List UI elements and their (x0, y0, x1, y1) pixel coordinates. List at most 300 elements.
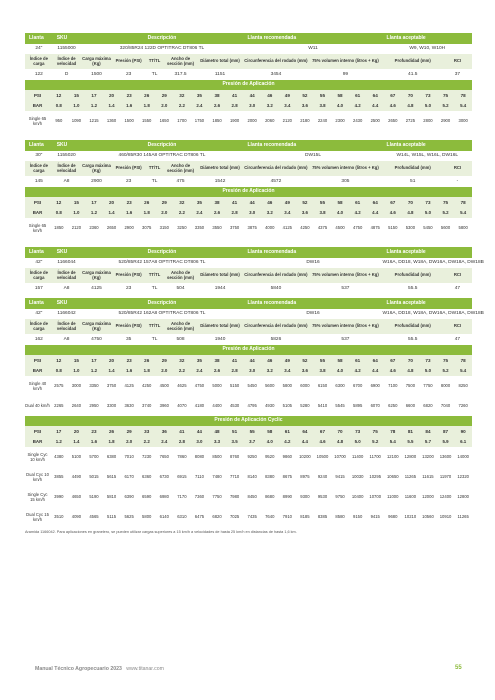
psi-value: 46 (261, 355, 279, 366)
column-header-interno: 75% volumen interno (litros + Kg) (308, 319, 382, 334)
psi-value: 61 (349, 197, 367, 208)
value-rci: 47 (443, 334, 472, 345)
psi-value: 32 (173, 355, 191, 366)
column-header-interno: 75% volumen interno (litros + Kg) (308, 268, 382, 283)
bar-value: 2.2 (173, 208, 191, 218)
bar-value: 2.8 (173, 437, 191, 447)
column-header-ancho: Ancho de sección (mm) (164, 268, 196, 283)
sku-value: 1166044 (53, 258, 81, 268)
load-value: 3550 (208, 218, 226, 238)
pressure-title-row (25, 187, 472, 197)
bar-value: 3.8 (314, 208, 332, 218)
load-value: 1650 (156, 111, 174, 131)
load-value: 12000 (419, 487, 437, 507)
load-value: 2900 (437, 111, 455, 131)
load-value: 4250 (296, 218, 314, 238)
load-value: 1700 (173, 111, 191, 131)
psi-row (25, 355, 472, 366)
psi-value: 55 (243, 426, 261, 437)
value-carga_max: 4125 (80, 283, 112, 294)
load-value: 3250 (173, 218, 191, 238)
load-value: 4500 (331, 218, 349, 238)
bar-value: 4.4 (296, 437, 314, 447)
load-value: 5810 (103, 487, 121, 507)
load-value: 3350 (191, 218, 209, 238)
bar-value: 3.8 (314, 101, 332, 111)
bar-value: 0.8 (50, 366, 68, 376)
load-value: 6820 (419, 396, 437, 416)
load-value: 6360 (138, 467, 156, 487)
column-header-tt: TT/TL (145, 54, 165, 69)
load-value: 5300 (402, 218, 420, 238)
value-presion: 23 (113, 176, 145, 187)
page-number: 55 (455, 665, 462, 671)
column-header-diametro: Diámetro total (mm) (197, 268, 244, 283)
bar-value: 2.8 (226, 101, 244, 111)
recommended-rim: DW16 (244, 258, 383, 268)
psi-value: 29 (156, 197, 174, 208)
value-carga: 122 (25, 69, 53, 80)
bar-value: 2.0 (156, 366, 174, 376)
header-recomendada: Llanta recomendada (244, 33, 383, 44)
psi-value: 52 (296, 355, 314, 366)
load-value: 6700 (349, 376, 367, 396)
load-value: 11265 (454, 507, 472, 527)
description-value: 460/85R30 145A8 OPTITRAC DT806 TL (80, 151, 243, 161)
psi-value: 36 (156, 426, 174, 437)
bar-value: 3.3 (208, 437, 226, 447)
rim-size: 24" (25, 44, 53, 54)
column-header-diametro: Diámetro total (mm) (197, 161, 244, 176)
load-row-label: Dual 40 km/h (25, 396, 50, 416)
load-value: 5600 (437, 218, 455, 238)
bar-value: 4.2 (349, 208, 367, 218)
bar-value: 4.2 (279, 437, 297, 447)
value-diametro: 1944 (197, 283, 244, 294)
bar-value: 3.6 (296, 208, 314, 218)
psi-value: 61 (279, 426, 297, 437)
bar-value: 1.6 (85, 437, 103, 447)
value-carga: 145 (25, 176, 53, 187)
load-value: 2120 (279, 111, 297, 131)
column-header-row (25, 161, 472, 176)
psi-value: 35 (191, 197, 209, 208)
load-row-label: Single 40 km/h (25, 376, 50, 396)
psi-value: 12 (50, 90, 68, 101)
load-value: 6900 (366, 376, 384, 396)
bar-value: 1.0 (68, 101, 86, 111)
value-circ: 3454 (244, 69, 309, 80)
load-value: 10560 (419, 507, 437, 527)
load-value: 1850 (50, 218, 68, 238)
column-header-interno: 75% volumen interno (litros + Kg) (308, 161, 382, 176)
load-value: 9750 (331, 487, 349, 507)
bar-value: 4.8 (331, 437, 349, 447)
psi-value: 20 (68, 426, 86, 437)
value-tt: TL (145, 283, 165, 294)
bar-value: 4.0 (331, 208, 349, 218)
psi-row (25, 197, 472, 208)
spec-value-row (25, 151, 472, 161)
load-value: 9530 (314, 487, 332, 507)
psi-value: 70 (402, 355, 420, 366)
load-value: 4400 (208, 396, 226, 416)
header-sku: SKU (53, 247, 81, 258)
load-value: 8680 (261, 487, 279, 507)
pressure-title: Presión de Aplicación (25, 187, 472, 197)
value-ancho: 504 (164, 283, 196, 294)
column-header-carga: Índice de carga (25, 54, 53, 69)
bar-label: BAR (25, 437, 50, 447)
load-row (25, 111, 472, 131)
psi-value: 20 (103, 197, 121, 208)
psi-value: 26 (138, 355, 156, 366)
bar-value: 4.6 (384, 208, 402, 218)
load-row (25, 376, 472, 396)
psi-value: 49 (279, 90, 297, 101)
psi-value: 20 (103, 355, 121, 366)
value-circ: 4572 (244, 176, 309, 187)
bar-value: 2.2 (138, 437, 156, 447)
load-value: 6390 (120, 487, 138, 507)
psi-value: 23 (120, 355, 138, 366)
load-value: 9150 (349, 507, 367, 527)
load-value: 4125 (120, 376, 138, 396)
psi-label: PSI (25, 355, 50, 366)
header-descripcion: Descripción (80, 140, 243, 151)
column-header-velocidad: Índice de velocidad (53, 319, 81, 334)
load-value: 7750 (208, 487, 226, 507)
load-value: 4180 (191, 396, 209, 416)
psi-value: 70 (331, 426, 349, 437)
column-header-tt: TT/TL (145, 319, 165, 334)
column-header-prof: Profundidad (mm) (383, 319, 443, 334)
value-prof: 41.5 (383, 69, 443, 80)
bar-value: 4.4 (366, 208, 384, 218)
psi-value: 12 (50, 197, 68, 208)
load-value: 5450 (419, 218, 437, 238)
psi-value: 15 (68, 197, 86, 208)
column-header-prof: Profundidad (mm) (383, 161, 443, 176)
footnote: Aramida 1166042. Para aplicaciones en granelero, se pueden utilizar cargas superiores a 15 km/h a velocidades de hasta 25 km/h en distancias de hasta 1,6 km. (25, 530, 297, 534)
bar-value: 5.9 (437, 437, 455, 447)
load-value: 5545 (331, 396, 349, 416)
load-value: 8080 (191, 447, 209, 467)
load-value: 5450 (243, 376, 261, 396)
load-value: 5150 (226, 376, 244, 396)
column-header-row (25, 54, 472, 69)
load-value: 11600 (402, 487, 420, 507)
bar-value: 1.2 (85, 366, 103, 376)
load-row (25, 447, 472, 467)
bar-value: 2.4 (191, 101, 209, 111)
rim-size: 42" (25, 309, 53, 319)
bar-value: 3.4 (279, 208, 297, 218)
load-value: 2650 (103, 218, 121, 238)
psi-value: 64 (366, 355, 384, 366)
load-value: 9415 (366, 507, 384, 527)
psi-value: 32 (173, 90, 191, 101)
load-value: 11700 (366, 447, 384, 467)
load-value: 10400 (349, 487, 367, 507)
bar-value: 5.0 (349, 437, 367, 447)
column-header-carga_max: Carga máxima (Kg) (80, 54, 112, 69)
load-value: 9415 (331, 467, 349, 487)
bar-value: 5.0 (419, 101, 437, 111)
bar-value: 2.6 (208, 208, 226, 218)
bar-label: BAR (25, 101, 50, 111)
bar-value: 3.8 (314, 366, 332, 376)
load-value: 5100 (68, 447, 86, 467)
load-value: 8450 (243, 487, 261, 507)
bar-value: 3.5 (226, 437, 244, 447)
bar-value: 4.2 (349, 366, 367, 376)
load-value: 5895 (349, 396, 367, 416)
load-value: 9240 (314, 467, 332, 487)
psi-value: 78 (454, 197, 472, 208)
footer-site: www.titanar.com (126, 666, 164, 672)
column-header-rci: RCI (443, 268, 472, 283)
bar-value: 1.6 (120, 101, 138, 111)
psi-value: 26 (138, 90, 156, 101)
pressure-table (25, 416, 472, 527)
bar-value: 2.8 (226, 208, 244, 218)
psi-value: 38 (208, 90, 226, 101)
column-header-presion: Presión (PSI) (113, 161, 145, 176)
load-value: 8990 (279, 487, 297, 507)
value-carga_max: 4750 (80, 334, 112, 345)
column-header-circ: Circunferencia del rodado (mm) (244, 54, 309, 69)
psi-label: PSI (25, 90, 50, 101)
psi-value: 58 (331, 197, 349, 208)
column-header-diametro: Diámetro total (mm) (197, 319, 244, 334)
psi-value: 29 (156, 90, 174, 101)
header-llanta: Llanta (25, 140, 53, 151)
psi-value: 78 (454, 90, 472, 101)
psi-label: PSI (25, 426, 50, 437)
column-header-carga: Índice de carga (25, 268, 53, 283)
bar-value: 3.2 (261, 208, 279, 218)
load-value: 6150 (314, 376, 332, 396)
pressure-title-row (25, 416, 472, 426)
load-value: 5800 (279, 376, 297, 396)
bar-value: 3.0 (243, 101, 261, 111)
pressure-title: Presión de Aplicación (25, 345, 472, 355)
bar-value: 3.6 (296, 101, 314, 111)
load-value: 6310 (173, 507, 191, 527)
header-recomendada: Llanta recomendada (244, 247, 383, 258)
bar-row (25, 366, 472, 376)
psi-value: 44 (243, 90, 261, 101)
column-header-carga_max: Carga máxima (Kg) (80, 268, 112, 283)
load-value: 7480 (208, 467, 226, 487)
load-value: 6590 (138, 487, 156, 507)
load-value: 10200 (296, 447, 314, 467)
column-header-prof: Profundidad (mm) (383, 268, 443, 283)
bar-value: 1.4 (68, 437, 86, 447)
spec-numbers-row (25, 69, 472, 80)
load-value: 5280 (296, 396, 314, 416)
load-value: 2430 (349, 111, 367, 131)
value-interno: 537 (308, 334, 382, 345)
spec-numbers-row (25, 334, 472, 345)
value-circ: 5840 (244, 283, 309, 294)
bar-value: 4.4 (366, 101, 384, 111)
bar-value: 5.0 (419, 366, 437, 376)
load-value: 14000 (454, 447, 472, 467)
psi-value: 58 (331, 355, 349, 366)
load-value: 5600 (261, 376, 279, 396)
load-value: 6140 (156, 507, 174, 527)
load-value: 8675 (279, 467, 297, 487)
load-value: 8580 (331, 507, 349, 527)
block-separator (25, 238, 472, 247)
load-value: 3510 (50, 507, 68, 527)
load-value: 10650 (384, 467, 402, 487)
bar-value: 4.2 (349, 101, 367, 111)
load-value: 2800 (419, 111, 437, 131)
bar-value: 5.2 (437, 366, 455, 376)
header-sku: SKU (53, 140, 81, 151)
psi-row (25, 426, 472, 437)
load-value: 4380 (50, 447, 68, 467)
load-value: 4795 (243, 396, 261, 416)
bar-row (25, 208, 472, 218)
load-value: 8185 (296, 507, 314, 527)
load-value: 4000 (261, 218, 279, 238)
load-value: 6170 (120, 467, 138, 487)
value-diametro: 1940 (197, 334, 244, 345)
load-value: 3750 (226, 218, 244, 238)
load-value: 5015 (85, 467, 103, 487)
pressure-title-row (25, 345, 472, 355)
value-ancho: 508 (164, 334, 196, 345)
value-velocidad: D (53, 69, 81, 80)
load-value: 1360 (103, 111, 121, 131)
value-tt: TL (145, 334, 165, 345)
load-value: 3750 (103, 376, 121, 396)
load-value: 7435 (243, 507, 261, 527)
pressure-table (25, 187, 472, 238)
load-value: 1500 (120, 111, 138, 131)
load-value: 13600 (437, 447, 455, 467)
value-tt: TL (145, 69, 165, 80)
load-value: 1750 (191, 111, 209, 131)
bar-value: 1.8 (138, 366, 156, 376)
bar-value: 1.4 (103, 208, 121, 218)
load-value: 7170 (173, 487, 191, 507)
bar-value: 4.8 (402, 208, 420, 218)
load-value: 2300 (331, 111, 349, 131)
load-value: 12400 (437, 487, 455, 507)
spec-numbers-row (25, 283, 472, 294)
bar-value: 1.8 (138, 101, 156, 111)
psi-value: 84 (419, 426, 437, 437)
load-value: 5800 (138, 507, 156, 527)
load-value: 1215 (85, 111, 103, 131)
load-value: 2725 (402, 111, 420, 131)
spec-numbers-row (25, 176, 472, 187)
load-value: 2640 (68, 396, 86, 416)
block-separator (25, 131, 472, 140)
load-value: 6475 (191, 507, 209, 527)
value-prof: 55.5 (383, 334, 443, 345)
load-value: 2240 (314, 111, 332, 131)
acceptable-rim: W9, W10, W10H (383, 44, 472, 54)
psi-value: 17 (85, 90, 103, 101)
psi-value: 78 (454, 355, 472, 366)
recommended-rim: DW15L (244, 151, 383, 161)
bar-value: 5.2 (437, 101, 455, 111)
psi-value: 29 (156, 355, 174, 366)
load-value: 10910 (437, 507, 455, 527)
psi-value: 17 (85, 355, 103, 366)
bar-row (25, 101, 472, 111)
bar-value: 4.0 (331, 366, 349, 376)
load-value: 3150 (156, 218, 174, 238)
psi-value: 46 (261, 197, 279, 208)
psi-value: 55 (314, 355, 332, 366)
spec-table (25, 140, 472, 187)
column-header-presion: Presión (PSI) (113, 268, 145, 283)
bar-value: 2.0 (156, 101, 174, 111)
bar-value: 1.8 (103, 437, 121, 447)
header-llanta: Llanta (25, 298, 53, 309)
spec-header-row (25, 298, 472, 309)
load-value: 5800 (454, 218, 472, 238)
value-interno: 537 (308, 283, 382, 294)
load-value: 4530 (226, 396, 244, 416)
column-header-rci: RCI (443, 161, 472, 176)
load-value: 2180 (296, 111, 314, 131)
psi-value: 44 (243, 197, 261, 208)
load-value: 10030 (349, 467, 367, 487)
load-value: 3740 (138, 396, 156, 416)
psi-value: 64 (296, 426, 314, 437)
bar-value: 2.0 (156, 208, 174, 218)
bar-value: 4.6 (384, 366, 402, 376)
acceptable-rim: W14L, W15L, W16L, DW16L (383, 151, 472, 161)
psi-value: 81 (402, 426, 420, 437)
psi-value: 23 (85, 426, 103, 437)
load-value: 4625 (173, 376, 191, 396)
bar-row (25, 437, 472, 447)
column-header-presion: Presión (PSI) (113, 54, 145, 69)
psi-value: 44 (191, 426, 209, 437)
psi-value: 29 (120, 426, 138, 437)
psi-value: 44 (243, 355, 261, 366)
header-sku: SKU (53, 33, 81, 44)
load-value: 2060 (261, 111, 279, 131)
load-value: 9520 (261, 447, 279, 467)
load-value: 12320 (454, 467, 472, 487)
bar-value: 1.2 (85, 101, 103, 111)
bar-value: 4.4 (366, 366, 384, 376)
value-carga_max: 2900 (80, 176, 112, 187)
load-value: 4250 (138, 376, 156, 396)
psi-value: 35 (191, 90, 209, 101)
column-header-circ: Circunferencia del rodado (mm) (244, 268, 309, 283)
load-value: 1900 (226, 111, 244, 131)
value-tt: TL (145, 176, 165, 187)
load-value: 5625 (120, 507, 138, 527)
bar-value: 5.4 (454, 208, 472, 218)
load-row (25, 467, 472, 487)
load-value: 7750 (419, 376, 437, 396)
bar-label: BAR (25, 208, 50, 218)
spec-table (25, 33, 472, 80)
bar-value: 2.0 (120, 437, 138, 447)
